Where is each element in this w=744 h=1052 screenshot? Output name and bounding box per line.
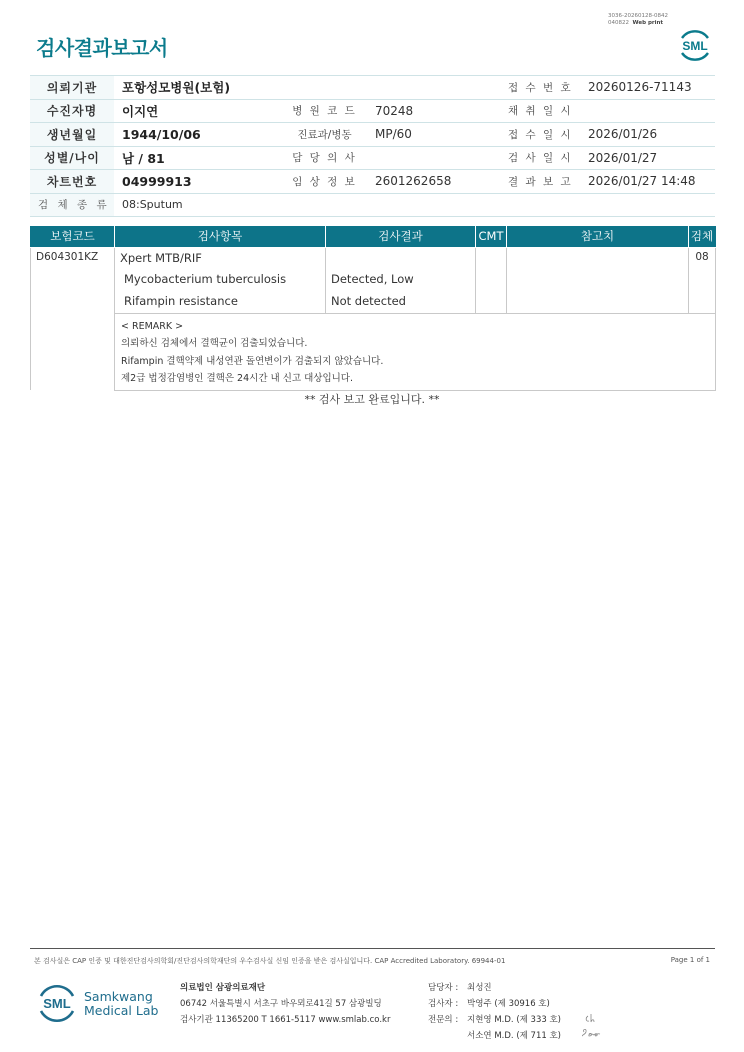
test-group-cell: Xpert MTB/RIF (115, 247, 326, 269)
insurance-code-cell: D604301KZ (31, 247, 115, 390)
signature-icon (580, 1008, 610, 1040)
table-row (31, 291, 716, 313)
info-row (30, 123, 715, 147)
specimen-value: 08:Sputum (114, 193, 715, 217)
test-item-cell: Mycobacterium tuberculosis (115, 269, 326, 291)
info-row (30, 193, 715, 217)
result-table (30, 226, 716, 391)
remark-cell (115, 313, 716, 390)
document-code-line2: 040822 (608, 20, 630, 26)
specimen-label: 검 체 종 류 (30, 193, 114, 217)
collect-date-value (580, 99, 715, 123)
collect-date-label: 채 취 일 시 (500, 99, 580, 123)
certification-note: 본 검사실은 CAP 인증 및 대한진단검사의학회/진단검사의학재단의 우수검사실 신임 인증을 받은 검사실입니다. CAP Accredited Laboratory. 69944-01 (34, 957, 506, 965)
footer-logo-text: SML (43, 996, 71, 1011)
org-address: 06742 서울특별시 서초구 바우뫼로41길 57 삼광빌딩 (180, 999, 382, 1009)
brand-line2: Medical Lab (84, 1003, 159, 1018)
requester-label: 의뢰기관 (30, 76, 114, 100)
staff-row (428, 1012, 561, 1028)
receipt-date-label: 접 수 일 시 (500, 123, 580, 147)
result-header-row (31, 226, 716, 247)
col-specimen: 검체 (689, 226, 716, 247)
doctor-label: 담 당 의 사 (282, 146, 367, 170)
test-result-cell: Detected, Low (326, 269, 476, 291)
remark-line: 제2급 법정감염병인 결핵은 24시간 내 신고 대상입니다. (121, 373, 353, 384)
table-row (31, 247, 716, 269)
report-date-label: 결 과 보 고 (500, 170, 580, 194)
completion-note: ** 검사 보고 완료입니다. ** (304, 393, 440, 406)
document-code (608, 13, 668, 27)
info-row (30, 146, 715, 170)
receipt-no-value: 20260126-71143 (580, 76, 715, 100)
document-code-line1: 3036-20260128-0842 (608, 13, 668, 19)
staff-name: 서소연 M.D. (제 711 호) (467, 1031, 562, 1041)
brand-line1: Samkwang (84, 989, 153, 1004)
info-row (30, 76, 715, 100)
sml-logo-icon (676, 26, 714, 64)
staff-name: 최성진 (467, 983, 492, 993)
page-number: Page 1 of 1 (670, 956, 710, 964)
dept-label: 진료과/병동 (282, 123, 367, 147)
remark-title: < REMARK > (121, 320, 184, 332)
info-row (30, 99, 715, 123)
logo-text: SML (682, 39, 708, 53)
patient-info-table (30, 75, 715, 217)
clinical-info-label: 임 상 정 보 (282, 170, 367, 194)
receipt-no-label: 접 수 번 호 (500, 76, 580, 100)
staff-row (428, 1028, 561, 1044)
web-print-label: Web print (632, 20, 664, 26)
org-contact: 검사기관 11365200 T 1661-5117 www.smlab.co.kr (180, 1015, 391, 1025)
test-item-cell: Rifampin resistance (115, 291, 326, 313)
col-test-result: 검사결과 (326, 226, 476, 247)
receipt-date-value: 2026/01/26 (580, 123, 715, 147)
sex-age-label: 성별/나이 (30, 146, 114, 170)
clinical-info-value: 2601262658 (367, 170, 500, 194)
sml-footer-logo-icon (36, 980, 78, 1026)
hospital-code-label: 병 원 코 드 (282, 99, 367, 123)
test-result-cell: Not detected (326, 291, 476, 313)
staff-role: 전문의 : (428, 1015, 459, 1025)
remark-line: 의뢰하신 검체에서 결핵균이 검출되었습니다. (121, 338, 308, 349)
remark-row (31, 313, 716, 390)
brand-name (84, 990, 158, 1018)
col-insurance-code: 보험코드 (31, 226, 115, 247)
col-cmt: CMT (476, 226, 507, 247)
staff-name: 지현영 M.D. (제 333 호) (467, 1015, 562, 1025)
doctor-value (367, 146, 500, 170)
specimen-code-cell: 08 (689, 247, 716, 269)
report-date-value: 2026/01/27 14:48 (580, 170, 715, 194)
staff-list (428, 980, 561, 1044)
staff-role: 검사자 : (428, 999, 459, 1009)
org-name: 의료법인 삼광의료재단 (180, 983, 266, 993)
birth-value: 1944/10/06 (114, 123, 282, 147)
staff-name: 박영주 (제 30916 호) (467, 999, 550, 1009)
dept-value: MP/60 (367, 123, 500, 147)
remark-line: Rifampin 결핵약제 내성연관 돌연변이가 검출되지 않았습니다. (121, 355, 384, 367)
staff-role (428, 1028, 467, 1044)
patient-name-label: 수진자명 (30, 99, 114, 123)
chart-no-value: 04999913 (114, 170, 282, 194)
organization-info (180, 980, 390, 1028)
patient-name-value: 이지연 (114, 99, 282, 123)
hospital-code-value: 70248 (367, 99, 500, 123)
info-row (30, 170, 715, 194)
staff-row (428, 996, 561, 1012)
chart-no-label: 차트번호 (30, 170, 114, 194)
staff-role: 담당자 : (428, 983, 459, 993)
col-test-item: 검사항목 (115, 226, 326, 247)
test-date-value: 2026/01/27 (580, 146, 715, 170)
requester-value: 포항성모병원(보험) (114, 76, 500, 100)
col-reference: 참고치 (507, 226, 689, 247)
footer-divider (30, 948, 715, 949)
birth-label: 생년월일 (30, 123, 114, 147)
test-date-label: 검 사 일 시 (500, 146, 580, 170)
table-row (31, 269, 716, 291)
page-title: 검사결과보고서 (36, 36, 168, 60)
staff-row (428, 980, 561, 996)
sex-age-value: 남 / 81 (114, 146, 282, 170)
